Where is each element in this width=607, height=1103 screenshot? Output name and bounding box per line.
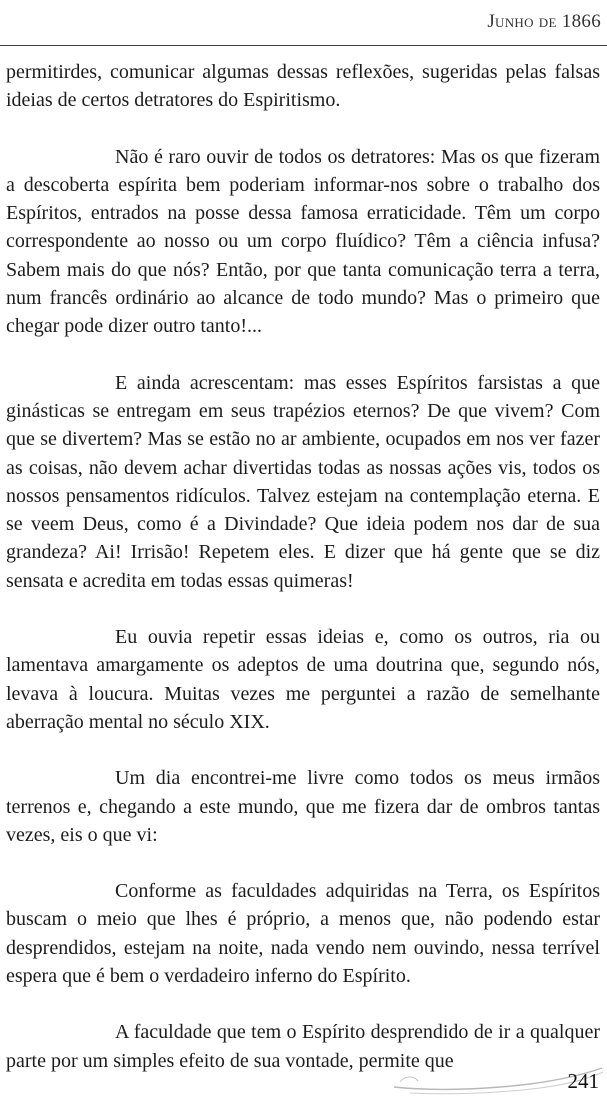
paragraph: Não é raro ouvir de todos os detratores: Mas os que fizeram a descoberta espírita bem poderiam informar-nos sobre o trabalho dos Espíritos, entrados na posse dessa famosa erraticidade. Têm um corpo correspondente ao nosso ou um corpo fluídico? Têm a ciência infusa? Sabem mais do que nós? Então, por que tanta comunicação terra a terra, num francês ordinário ao alcance de todo mundo? Mas o primeiro que chegar pode dizer outro tanto!...: [6, 145, 600, 338]
paragraph: Eu ouvia repetir essas ideias e, como os outros, ria ou lamentava amargamente os adeptos de uma doutrina que, segundo nós, levava à loucura. Muitas vezes me perguntei a razão de semelhante aberração mental no século XIX.: [6, 626, 600, 733]
paragraph: permitirdes, comunicar algumas dessas reflexões, sugeridas pelas falsas ideias de certos detratores do Espiritismo.: [6, 61, 600, 112]
paragraph: A faculdade que tem o Espírito desprendido de ir a qualquer parte por um simples efeito de sua vontade, permite que: [6, 1021, 600, 1072]
paragraph: Um dia encontrei-me livre como todos os meus irmãos terrenos e, chegando a este mundo, que me fizera dar de ombros tantas vezes, eis o que vi:: [6, 767, 600, 846]
body-text: [6, 58, 600, 1103]
paragraph: Conforme as faculdades adquiridas na Terra, os Espíritos buscam o meio que lhes é próprio, a menos que, não podendo estar desprendidos, estejam na noite, nada vendo nem ouvindo, nessa terrível espera que é bem o verdadeiro inferno do Espírito.: [6, 880, 600, 988]
running-head: Junho de 1866: [487, 11, 601, 32]
paragraph: E ainda acrescentam: mas esses Espíritos farsistas a que ginásticas se entregam em seus trapézios eternos? De que vivem? Com que se divertem? Mas se estão no ar ambiente, ocupados em nos ver fazer as coisas, não devem achar divertidas todas as nossas ações vis, todos os nossos pensamentos ridículos. Talvez estejam na contemplação eterna. E se veem Deus, como é a Divindade? Que ideia podem nos dar de sua grandeza? Ai! Irrisão! Repetem eles. E dizer que há gente que se diz sensata e acredita em todas essas quimeras!: [6, 371, 600, 592]
header-rule: [0, 45, 607, 46]
page-number: 241: [567, 1069, 599, 1093]
